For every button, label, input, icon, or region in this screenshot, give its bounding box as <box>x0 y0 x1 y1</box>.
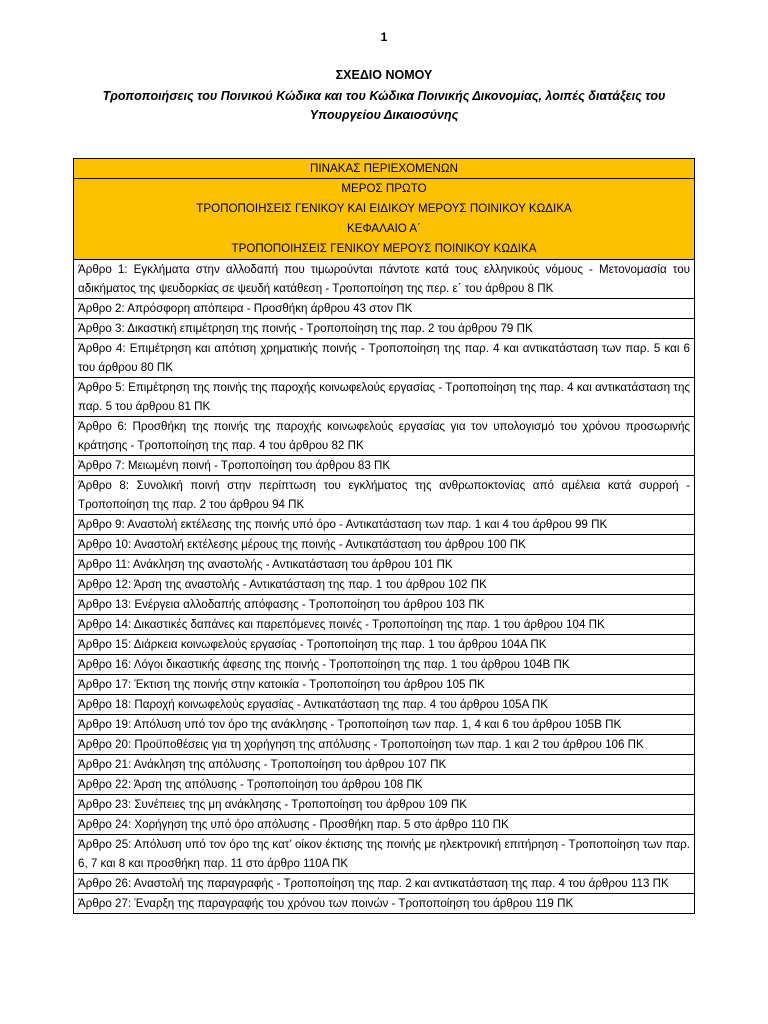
article-entry: Άρθρο 19: Απόλυση υπό τον όρο της ανάκλησης - Τροποποίηση των παρ. 1, 4 και 6 του άρθρου 105Β ΠΚ <box>74 715 695 735</box>
table-row <box>74 299 695 319</box>
chapter-title: ΤΡΟΠΟΠΟΙΗΣΕΙΣ ΓΕΝΙΚΟΥ ΜΕΡΟΥΣ ΠΟΙΝΙΚΟΥ ΚΩΔΙΚΑ <box>231 242 537 255</box>
part-label: ΜΕΡΟΣ ΠΡΩΤΟ <box>341 182 427 195</box>
table-row <box>74 815 695 835</box>
table-row <box>74 675 695 695</box>
table-row <box>74 515 695 535</box>
article-entry: Άρθρο 8: Συνολική ποινή στην περίπτωση του εγκλήματος της ανθρωποκτονίας από αμέλεια κατά συρροή - Τροποποίηση της παρ. 2 του άρθρου 94 ΠΚ <box>74 476 695 515</box>
page-number: 1 <box>380 30 388 44</box>
toc-header-row <box>74 159 695 179</box>
article-entry: Άρθρο 5: Επιμέτρηση της ποινής της παροχής κοινωφελούς εργασίας - Τροποποίηση της παρ. 4 και αντικατάσταση της παρ. 5 του άρθρου 81 ΠΚ <box>74 378 695 417</box>
toc-part-row <box>74 179 695 260</box>
table-row <box>74 695 695 715</box>
article-entry: Άρθρο 9: Αναστολή εκτέλεσης της ποινής υπό όρο - Αντικατάσταση των παρ. 1 και 4 του άρθρου 99 ΠΚ <box>74 515 695 535</box>
article-entry: Άρθρο 13: Ενέργεια αλλοδαπής απόφασης - Τροποποίηση του άρθρου 103 ΠΚ <box>74 595 695 615</box>
table-row <box>74 476 695 515</box>
document-title: ΣΧΕΔΙΟ ΝΟΜΟΥ <box>335 68 433 82</box>
article-entry: Άρθρο 3: Δικαστική επιμέτρηση της ποινής - Τροποποίηση της παρ. 2 του άρθρου 79 ΠΚ <box>74 319 695 339</box>
article-entry: Άρθρο 26: Αναστολή της παραγραφής - Τροποποίηση της παρ. 2 και αντικατάσταση της παρ. 4 του άρθρου 113 ΠΚ <box>74 874 695 894</box>
toc-part-cell <box>74 179 695 260</box>
article-entry: Άρθρο 2: Απρόσφορη απόπειρα - Προσθήκη άρθρου 43 στον ΠΚ <box>74 299 695 319</box>
table-row <box>74 615 695 635</box>
table-row <box>74 835 695 874</box>
article-entry: Άρθρο 12: Άρση της αναστολής - Αντικατάσταση της παρ. 1 του άρθρου 102 ΠΚ <box>74 575 695 595</box>
article-entry: Άρθρο 10: Αναστολή εκτέλεσης μέρους της ποινής - Αντικατάσταση του άρθρου 100 ΠΚ <box>74 535 695 555</box>
article-entry: Άρθρο 23: Συνέπειες της μη ανάκλησης - Τροποποίηση του άρθρου 109 ΠΚ <box>74 795 695 815</box>
table-row <box>74 555 695 575</box>
table-row <box>74 715 695 735</box>
table-row <box>74 319 695 339</box>
table-row <box>74 378 695 417</box>
document-subtitle: Τροποποιήσεις του Ποινικού Κώδικα και του Κώδικα Ποινικής Δικονομίας, λοιπές διατάξεις του Υπουργείου Δικαιοσύνης <box>102 89 666 122</box>
article-entry: Άρθρο 17: Έκτιση της ποινής στην κατοικία - Τροποποίηση του άρθρου 105 ΠΚ <box>74 675 695 695</box>
table-row <box>74 874 695 894</box>
article-entry: Άρθρο 15: Διάρκεια κοινωφελούς εργασίας - Τροποποίηση της παρ. 1 του άρθρου 104Α ΠΚ <box>74 635 695 655</box>
article-entry: Άρθρο 16: Λόγοι δικαστικής άφεσης της ποινής - Τροποποίηση της παρ. 1 του άρθρου 104Β ΠΚ <box>74 655 695 675</box>
part-title: ΤΡΟΠΟΠΟΙΗΣΕΙΣ ΓΕΝΙΚΟΥ ΚΑΙ ΕΙΔΙΚΟΥ ΜΕΡΟΥΣ ΠΟΙΝΙΚΟΥ ΚΩΔΙΚΑ <box>196 202 572 215</box>
table-row <box>74 635 695 655</box>
article-entry: Άρθρο 24: Χορήγηση της υπό όρο απόλυσης - Προσθήκη παρ. 5 στο άρθρο 110 ΠΚ <box>74 815 695 835</box>
article-entry: Άρθρο 1: Εγκλήματα στην αλλοδαπή που τιμωρούνται πάντοτε κατά τους ελληνικούς νόμους - Μετονομασία του αδικήματος της ψευδορκίας σε ψευδή κατάθεση - Τροποποίηση της περ. ε΄ του άρθρου 8 ΠΚ <box>74 260 695 299</box>
table-row <box>74 456 695 476</box>
article-entry: Άρθρο 6: Προσθήκη της ποινής της παροχής κοινωφελούς εργασίας για τον υπολογισμό του χρόνου προσωρινής κράτησης - Τροποποίηση της παρ. 4 του άρθρου 82 ΠΚ <box>74 417 695 456</box>
article-entry: Άρθρο 18: Παροχή κοινωφελούς εργασίας - Αντικατάσταση της παρ. 4 του άρθρου 105Α ΠΚ <box>74 695 695 715</box>
table-row <box>74 535 695 555</box>
table-row <box>74 755 695 775</box>
article-entry: Άρθρο 25: Απόλυση υπό τον όρο της κατ’ οίκον έκτισης της ποινής με ηλεκτρονική επιτήρηση - Τροποποίηση των παρ. 6, 7 και 8 και προσθήκη παρ. 11 στο άρθρο 110Α ΠΚ <box>74 835 695 874</box>
table-row <box>74 575 695 595</box>
toc-header: ΠΙΝΑΚΑΣ ΠΕΡΙΕΧΟΜΕΝΩΝ <box>74 159 695 179</box>
table-row <box>74 894 695 914</box>
table-row <box>74 417 695 456</box>
article-entry: Άρθρο 27: Έναρξη της παραγραφής του χρόνου των ποινών - Τροποποίηση του άρθρου 119 ΠΚ <box>74 894 695 914</box>
article-entry: Άρθρο 22: Άρση της απόλυσης - Τροποποίηση του άρθρου 108 ΠΚ <box>74 775 695 795</box>
table-of-contents <box>73 158 695 914</box>
table-row <box>74 339 695 378</box>
article-entry: Άρθρο 7: Μειωμένη ποινή - Τροποποίηση του άρθρου 83 ΠΚ <box>74 456 695 476</box>
table-row <box>74 775 695 795</box>
table-row <box>74 735 695 755</box>
table-row <box>74 260 695 299</box>
table-row <box>74 595 695 615</box>
article-entry: Άρθρο 4: Επιμέτρηση και απότιση χρηματικής ποινής - Τροποποίηση της παρ. 4 και αντικατάσταση των παρ. 5 και 6 του άρθρου 80 ΠΚ <box>74 339 695 378</box>
chapter-label: ΚΕΦΑΛΑΙΟ Α΄ <box>346 222 421 235</box>
table-row <box>74 655 695 675</box>
table-row <box>74 795 695 815</box>
article-entry: Άρθρο 14: Δικαστικές δαπάνες και παρεπόμενες ποινές - Τροποποίηση της παρ. 1 του άρθρου 104 ΠΚ <box>74 615 695 635</box>
article-entry: Άρθρο 21: Ανάκληση της απόλυσης - Τροποποίηση του άρθρου 107 ΠΚ <box>74 755 695 775</box>
article-entry: Άρθρο 11: Ανάκληση της αναστολής - Αντικατάσταση του άρθρου 101 ΠΚ <box>74 555 695 575</box>
article-entry: Άρθρο 20: Προϋποθέσεις για τη χορήγηση της απόλυσης - Τροποποίηση των παρ. 1 και 2 του άρθρου 106 ΠΚ <box>74 735 695 755</box>
